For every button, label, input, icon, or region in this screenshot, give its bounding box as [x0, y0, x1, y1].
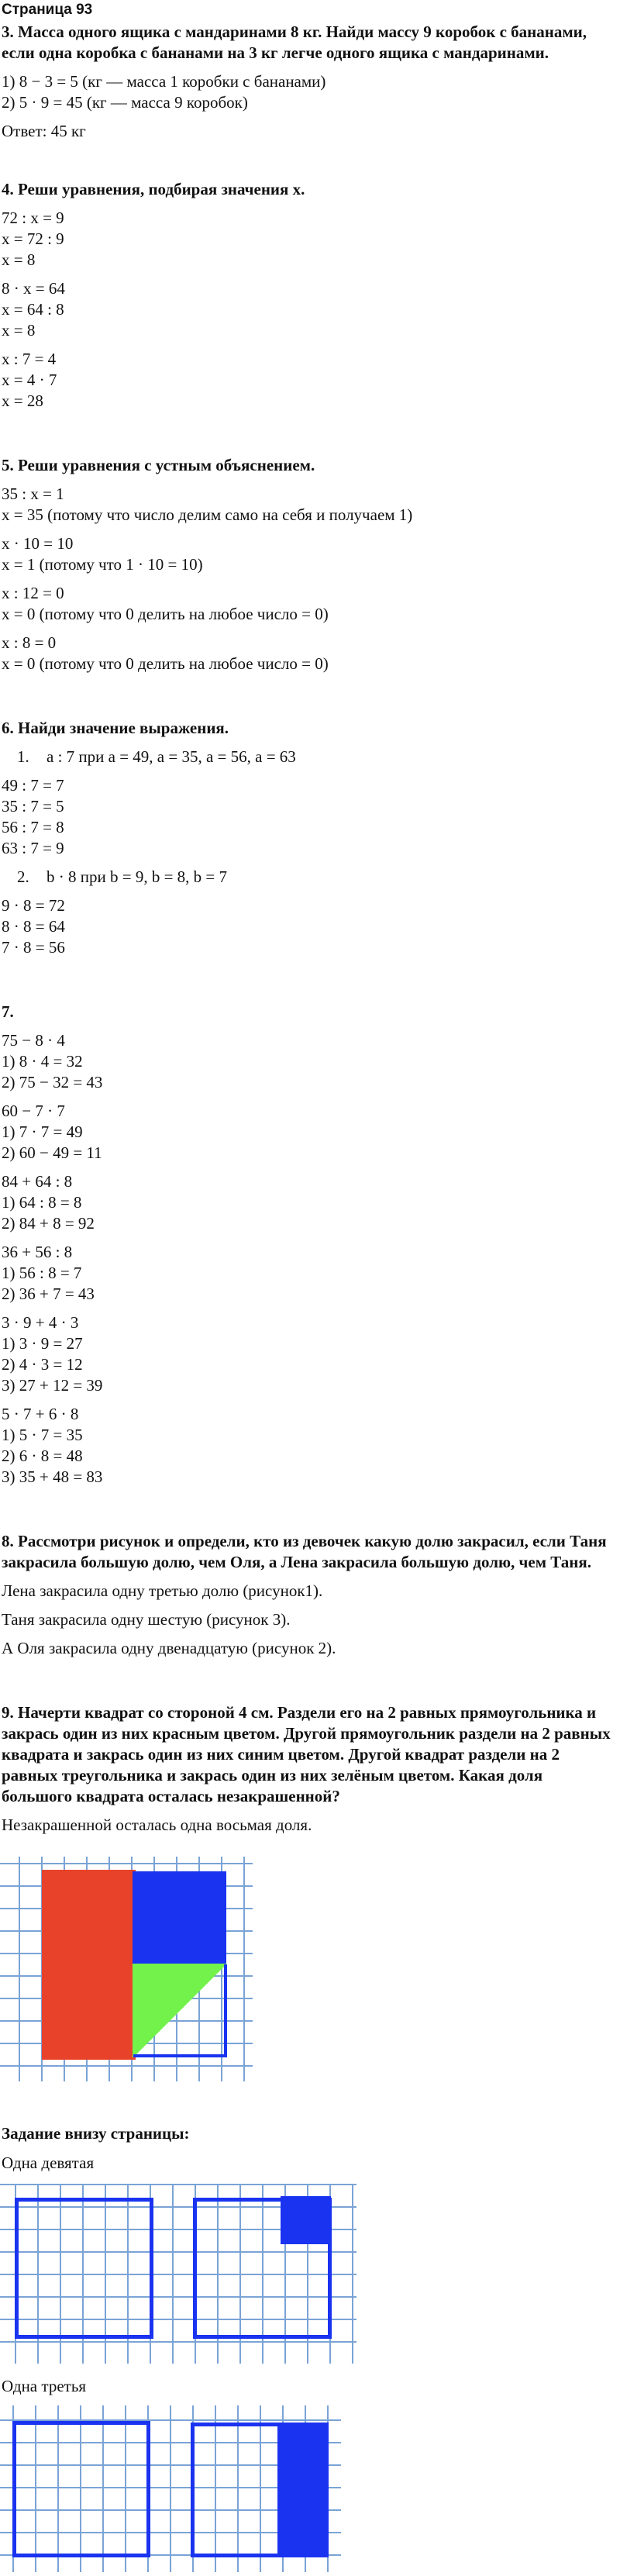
- expression-line: 2) 36 + 7 = 43: [2, 1285, 95, 1303]
- task-5: [2, 455, 614, 674]
- empty-square: [15, 2198, 153, 2339]
- expression-group: [2, 1404, 614, 1488]
- answer-paragraph: А Оля закрасила одну двенадцатую (рисунок 2).: [2, 1639, 336, 1657]
- equation-line: x : 8 = 0: [2, 633, 57, 652]
- blue-square: [133, 1871, 226, 1964]
- expression-line: 3) 35 + 48 = 83: [2, 1467, 103, 1486]
- equation-line: x = 35 (потому что число делим само на себя и получаем 1): [2, 505, 413, 524]
- expression-line: 2) 60 − 49 = 11: [2, 1143, 102, 1162]
- task-9: [2, 1702, 614, 1836]
- task-3: [2, 22, 614, 142]
- answer-paragraph: Лена закрасила одну третью долю (рисунок1).: [2, 1581, 323, 1600]
- expression-line: 1) 3 · 9 = 27: [2, 1334, 83, 1353]
- equation-line: x = 72 : 9: [2, 229, 64, 248]
- equation-line: x = 1 (потому что 1 · 10 = 10): [2, 555, 203, 574]
- equation-line: 72 : x = 9: [2, 209, 64, 227]
- equation-line: x : 7 = 4: [2, 350, 57, 368]
- expression-group: [2, 1171, 614, 1234]
- one-ninth-figure: [0, 2184, 356, 2364]
- answer-paragraph: Незакрашенной осталась одна восьмая доля.: [2, 1816, 312, 1834]
- task-9-title: 9. Начерти квадрат со стороной 4 см. Раздели его на 2 равных прямоугольника и закрась один из них красным цветом. Другой прямоугольник раздели на 2 равных квадрата и закрась один из них синим цветом. Другой квадрат раздели на 2 равных треугольника и закрась один из них зелёным цветом. Какая доля большого квадрата осталась незакрашенной?: [2, 1703, 611, 1805]
- expression-line: 2) 4 · 3 = 12: [2, 1355, 83, 1374]
- task-7: [2, 1002, 614, 1488]
- equation-line: x = 64 : 8: [2, 300, 64, 319]
- equation-group: [2, 278, 614, 341]
- ninth-filled-cell: [281, 2196, 331, 2244]
- task-6-title: 6. Найди значение выражения.: [2, 719, 229, 737]
- expression-line: 2) 6 · 8 = 48: [2, 1447, 83, 1465]
- equation-group: [2, 533, 614, 575]
- expression-line: 7 · 8 = 56: [2, 938, 65, 957]
- solution-line: 2) 5 · 9 = 45 (кг — масса 9 коробок): [2, 93, 248, 112]
- task-8: [2, 1531, 614, 1659]
- task-6: [2, 718, 614, 958]
- document-body: [2, 22, 614, 1876]
- expression-group: [2, 1242, 614, 1305]
- expression-line: 5 · 7 + 6 · 8: [2, 1405, 79, 1423]
- equation-line: x = 8: [2, 250, 36, 269]
- equation-line: 35 : x = 1: [2, 485, 64, 503]
- task-4: [2, 179, 614, 412]
- red-rectangle: [42, 1870, 136, 2060]
- one-third-figure: [0, 2405, 341, 2572]
- expression-line: 1) 56 : 8 = 7: [2, 1264, 82, 1282]
- expression-line: 3) 27 + 12 = 39: [2, 1376, 103, 1395]
- expression-line: 36 + 56 : 8: [2, 1243, 73, 1261]
- page-label: Страница 93: [2, 2, 93, 18]
- empty-square: [12, 2421, 150, 2557]
- expression-line: 56 : 7 = 8: [2, 818, 64, 836]
- numbered-item: 1. a : 7 при a = 49, a = 35, a = 56, a = 63: [17, 747, 296, 766]
- green-triangle: [133, 1964, 228, 2060]
- bottom-task-title: Задание внизу страницы:: [2, 2124, 190, 2143]
- expression-group: [2, 1312, 614, 1396]
- expression-line: 49 : 7 = 7: [2, 776, 64, 795]
- expression-line: 84 + 64 : 8: [2, 1172, 73, 1191]
- expression-group: [2, 1030, 614, 1093]
- expression-line: 9 · 8 = 72: [2, 896, 65, 915]
- expression-line: 1) 64 : 8 = 8: [2, 1193, 82, 1212]
- equation-line: x : 12 = 0: [2, 584, 64, 602]
- equation-group: [2, 484, 614, 526]
- expression-line: 3 · 9 + 4 · 3: [2, 1313, 79, 1332]
- expression-line: 2) 84 + 8 = 92: [2, 1214, 95, 1233]
- task-3-title: 3. Масса одного ящика с мандаринами 8 кг. Найди массу 9 коробок с бананами, если одна коробка с бананами на 3 кг легче одного ящика с мандаринами.: [2, 22, 587, 62]
- task-5-title: 5. Реши уравнения с устным объяснением.: [2, 456, 315, 474]
- expression-line: 60 − 7 · 7: [2, 1102, 65, 1120]
- expression-line: 1) 5 · 7 = 35: [2, 1426, 83, 1444]
- expression-line: 1) 8 · 4 = 32: [2, 1052, 83, 1071]
- equation-line: x = 8: [2, 321, 36, 340]
- expression-line: 35 : 7 = 5: [2, 797, 64, 816]
- one-ninth-label: Одна девятая: [2, 2154, 95, 2172]
- task-4-title: 4. Реши уравнения, подбирая значения x.: [2, 180, 305, 198]
- equation-line: x = 0 (потому что 0 делить на любое число = 0): [2, 654, 329, 673]
- task-8-title: 8. Рассмотри рисунок и определи, кто из девочек какую долю закрасил, если Таня закрасила большую долю, чем Оля, а Лена закрасила большую долю, чем Таня.: [2, 1532, 607, 1571]
- expression-line: 1) 7 · 7 = 49: [2, 1122, 83, 1141]
- expression-line: 63 : 7 = 9: [2, 839, 64, 857]
- expression-line: 75 − 8 · 4: [2, 1031, 65, 1050]
- solution-line: 1) 8 − 3 = 5 (кг — масса 1 коробки с бананами): [2, 72, 326, 91]
- third-filled-column: [277, 2423, 329, 2557]
- expression-group: [2, 1101, 614, 1164]
- expression-line: 2) 75 − 32 = 43: [2, 1073, 103, 1091]
- equation-line: x = 28: [2, 391, 43, 410]
- equation-line: x · 10 = 10: [2, 534, 74, 553]
- equation-group: [2, 633, 614, 674]
- task-9-figure: [0, 1857, 253, 2081]
- expression-line: 8 · 8 = 64: [2, 917, 65, 936]
- answer: Ответ: 45 кг: [2, 122, 86, 140]
- task-7-title: 7.: [2, 1002, 14, 1021]
- equation-group: [2, 208, 614, 271]
- equation-group: [2, 583, 614, 625]
- one-third-label: Одна третья: [2, 2377, 87, 2395]
- equation-group: [2, 349, 614, 412]
- answer-paragraph: Таня закрасила одну шестую (рисунок 3).: [2, 1610, 291, 1629]
- equation-line: x = 0 (потому что 0 делить на любое число = 0): [2, 605, 329, 623]
- expression-group: [2, 775, 614, 859]
- equation-line: x = 4 · 7: [2, 371, 57, 389]
- equation-line: 8 · x = 64: [2, 279, 65, 298]
- expression-group: [2, 895, 614, 958]
- numbered-item: 2. b · 8 при b = 9, b = 8, b = 7: [17, 867, 227, 886]
